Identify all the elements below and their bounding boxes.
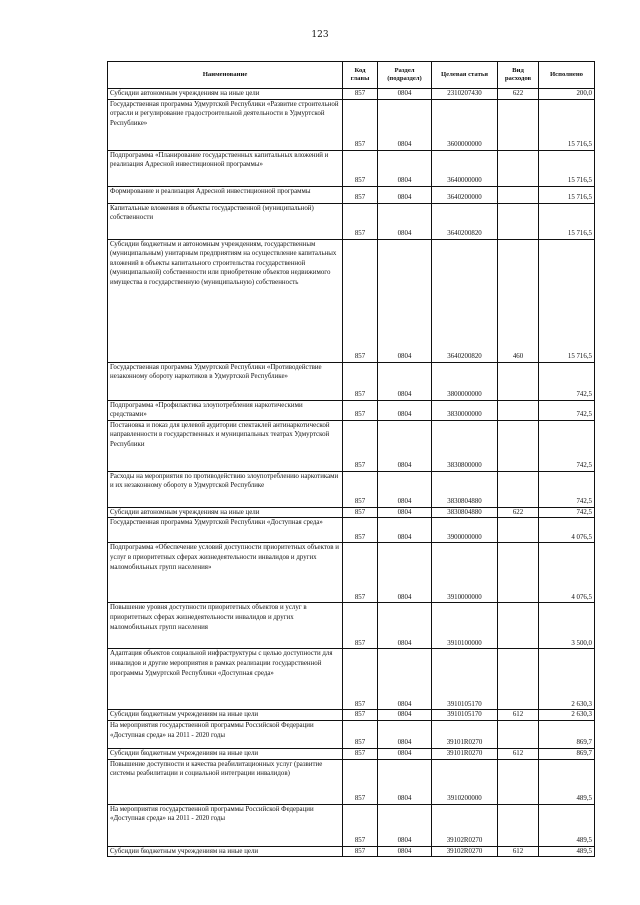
row-expense-type: 460 — [498, 239, 539, 362]
row-name: Повышение доступности и качества реабилитационных услуг (развитие системы реабилитации и социальной интеграции инвалидов) — [108, 759, 343, 804]
row-article: 3910200000 — [432, 759, 498, 804]
row-expense-type — [498, 804, 539, 846]
row-name: Расходы на мероприятия по противодействию злоупотреблению наркотиками и их незаконному обороту в Удмуртской Республике — [108, 471, 343, 507]
row-executed: 742,5 — [539, 362, 595, 400]
row-section: 0804 — [378, 720, 432, 748]
row-section: 0804 — [378, 846, 432, 857]
row-code: 857 — [343, 518, 378, 543]
row-expense-type: 622 — [498, 507, 539, 518]
row-name: Капитальные вложения в объекты государственной (муниципальной) собственности — [108, 203, 343, 239]
header-section: Раздел (подраздел) — [378, 62, 432, 89]
table-header-row — [108, 62, 595, 89]
row-expense-type — [498, 720, 539, 748]
row-executed: 15 716,5 — [539, 239, 595, 362]
row-code: 857 — [343, 99, 378, 150]
table-row — [108, 186, 595, 203]
row-code: 857 — [343, 362, 378, 400]
row-code: 857 — [343, 759, 378, 804]
row-article: 3640200820 — [432, 203, 498, 239]
row-section: 0804 — [378, 759, 432, 804]
table-row — [108, 471, 595, 507]
table-row — [108, 518, 595, 543]
table-row — [108, 603, 595, 649]
row-code: 857 — [343, 239, 378, 362]
row-section: 0804 — [378, 239, 432, 362]
row-expense-type — [498, 603, 539, 649]
row-executed: 2 630,3 — [539, 710, 595, 721]
table-row — [108, 89, 595, 100]
row-code: 857 — [343, 603, 378, 649]
row-expense-type — [498, 186, 539, 203]
row-name: Подпрограмма «Профилактика злоупотребления наркотическими средствами» — [108, 400, 343, 420]
row-code: 857 — [343, 543, 378, 603]
row-expense-type — [498, 543, 539, 603]
row-article: 3910105170 — [432, 649, 498, 710]
row-name: Подпрограмма «Планирование государственных капитальных вложений и реализация Адресной инвестиционной программы» — [108, 150, 343, 186]
row-section: 0804 — [378, 518, 432, 543]
row-code: 857 — [343, 507, 378, 518]
row-code: 857 — [343, 400, 378, 420]
row-section: 0804 — [378, 748, 432, 759]
row-code: 857 — [343, 203, 378, 239]
row-name: На мероприятия государственной программы Российской Федерации «Доступная среда» на 2011 - 2020 годы — [108, 804, 343, 846]
row-executed: 15 716,5 — [539, 99, 595, 150]
row-code: 857 — [343, 846, 378, 857]
row-article: 3830804880 — [432, 471, 498, 507]
table-row — [108, 720, 595, 748]
row-article: 2310207430 — [432, 89, 498, 100]
table-row — [108, 507, 595, 518]
row-name: На мероприятия государственной программы Российской Федерации «Доступная среда» на 2011 - 2020 годы — [108, 720, 343, 748]
row-article: 3910100000 — [432, 603, 498, 649]
row-executed: 4 076,5 — [539, 518, 595, 543]
row-executed: 3 500,0 — [539, 603, 595, 649]
row-section: 0804 — [378, 400, 432, 420]
row-code: 857 — [343, 89, 378, 100]
row-article: 3640200820 — [432, 239, 498, 362]
header-name: Наименование — [108, 62, 343, 89]
row-executed: 15 716,5 — [539, 150, 595, 186]
row-expense-type — [498, 150, 539, 186]
row-article: 3830800000 — [432, 420, 498, 471]
row-name: Субсидии бюджетным и автономным учреждениям, государственным (муниципальным) унитарным предприятиям на осуществление капитальных вложений в объекты капитального строительства государственной (муниципальной) собственности или приобретение объектов недвижимого имущества в государственную (муниципальную) собственность — [108, 239, 343, 362]
row-article: 3910000000 — [432, 543, 498, 603]
row-executed: 4 076,5 — [539, 543, 595, 603]
page-number: 123 — [311, 30, 329, 40]
table-row — [108, 203, 595, 239]
row-expense-type — [498, 759, 539, 804]
row-name: Субсидии бюджетным учреждениям на иные цели — [108, 710, 343, 721]
row-section: 0804 — [378, 710, 432, 721]
row-expense-type — [498, 362, 539, 400]
table-row — [108, 400, 595, 420]
row-article: 3830000000 — [432, 400, 498, 420]
row-article: 39101R0270 — [432, 748, 498, 759]
row-code: 857 — [343, 649, 378, 710]
row-expense-type: 622 — [498, 89, 539, 100]
table-row — [108, 748, 595, 759]
row-executed: 489,5 — [539, 804, 595, 846]
table-row — [108, 804, 595, 846]
row-executed: 15 716,5 — [539, 186, 595, 203]
row-expense-type — [498, 203, 539, 239]
row-name: Субсидии бюджетным учреждениям на иные цели — [108, 846, 343, 857]
row-executed: 15 716,5 — [539, 203, 595, 239]
row-executed: 489,5 — [539, 759, 595, 804]
row-name: Государственная программа Удмуртской Республики «Развитие строительной отрасли и регулирование градостроительной деятельности в Удмуртской Республике» — [108, 99, 343, 150]
row-article: 3640200000 — [432, 186, 498, 203]
row-code: 857 — [343, 186, 378, 203]
row-expense-type: 612 — [498, 710, 539, 721]
table-row — [108, 362, 595, 400]
row-name: Повышение уровня доступности приоритетных объектов и услуг в приоритетных сферах жизнедеятельности инвалидов и других маломобильных групп населения — [108, 603, 343, 649]
row-executed: 200,0 — [539, 89, 595, 100]
row-name: Подпрограмма «Обеспечение условий доступности приоритетных объектов и услуг в приоритетных сферах жизнедеятельности инвалидов и других маломобильных групп населения» — [108, 543, 343, 603]
row-executed: 742,5 — [539, 400, 595, 420]
row-name: Постановка и показ для целевой аудитории спектаклей антинаркотической направленности в государственных и муниципальных театрах Удмуртской Республики — [108, 420, 343, 471]
row-article: 3800000000 — [432, 362, 498, 400]
row-name: Субсидии бюджетным учреждениям на иные цели — [108, 748, 343, 759]
budget-table — [107, 61, 595, 857]
row-section: 0804 — [378, 99, 432, 150]
row-section: 0804 — [378, 150, 432, 186]
row-section: 0804 — [378, 804, 432, 846]
table-row — [108, 846, 595, 857]
row-executed: 2 630,3 — [539, 649, 595, 710]
row-executed: 742,5 — [539, 471, 595, 507]
table-row — [108, 239, 595, 362]
row-name: Государственная программа Удмуртской Республики «Противодействие незаконному обороту наркотиков в Удмуртской Республике» — [108, 362, 343, 400]
row-section: 0804 — [378, 420, 432, 471]
table-row — [108, 99, 595, 150]
table-row — [108, 759, 595, 804]
row-code: 857 — [343, 471, 378, 507]
row-expense-type — [498, 649, 539, 710]
row-executed: 742,5 — [539, 420, 595, 471]
row-section: 0804 — [378, 362, 432, 400]
row-code: 857 — [343, 420, 378, 471]
header-executed: Исполнено — [539, 62, 595, 89]
row-code: 857 — [343, 720, 378, 748]
header-article: Целевая статья — [432, 62, 498, 89]
row-section: 0804 — [378, 186, 432, 203]
table-row — [108, 649, 595, 710]
row-expense-type — [498, 471, 539, 507]
row-name: Субсидии автономным учреждениям на иные цели — [108, 89, 343, 100]
row-section: 0804 — [378, 203, 432, 239]
row-expense-type — [498, 400, 539, 420]
row-expense-type: 612 — [498, 846, 539, 857]
row-article: 3910105170 — [432, 710, 498, 721]
row-article: 3640000000 — [432, 150, 498, 186]
header-code: Код главы — [343, 62, 378, 89]
table-row — [108, 150, 595, 186]
table-row — [108, 543, 595, 603]
row-article: 3900000000 — [432, 518, 498, 543]
row-expense-type — [498, 420, 539, 471]
table-row — [108, 420, 595, 471]
row-article: 3830804880 — [432, 507, 498, 518]
table-row — [108, 710, 595, 721]
row-expense-type — [498, 518, 539, 543]
row-section: 0804 — [378, 649, 432, 710]
row-expense-type — [498, 99, 539, 150]
row-article: 39101R0270 — [432, 720, 498, 748]
row-section: 0804 — [378, 507, 432, 518]
row-name: Формирование и реализация Адресной инвестиционной программы — [108, 186, 343, 203]
row-executed: 869,7 — [539, 720, 595, 748]
row-expense-type: 612 — [498, 748, 539, 759]
row-name: Адаптация объектов социальной инфраструктуры с целью доступности для инвалидов и другие мероприятия в рамках реализации государственной программы Удмуртской Республики «Доступная среда» — [108, 649, 343, 710]
row-section: 0804 — [378, 89, 432, 100]
row-section: 0804 — [378, 471, 432, 507]
row-code: 857 — [343, 748, 378, 759]
row-section: 0804 — [378, 603, 432, 649]
row-section: 0804 — [378, 543, 432, 603]
row-article: 3600000000 — [432, 99, 498, 150]
row-code: 857 — [343, 710, 378, 721]
row-executed: 489,5 — [539, 846, 595, 857]
row-code: 857 — [343, 804, 378, 846]
row-name: Субсидии автономным учреждениям на иные цели — [108, 507, 343, 518]
row-executed: 742,5 — [539, 507, 595, 518]
header-expense-type: Вид расходов — [498, 62, 539, 89]
row-code: 857 — [343, 150, 378, 186]
row-executed: 869,7 — [539, 748, 595, 759]
row-article: 39102R0270 — [432, 846, 498, 857]
row-name: Государственная программа Удмуртской Республики «Доступная среда» — [108, 518, 343, 543]
row-article: 39102R0270 — [432, 804, 498, 846]
